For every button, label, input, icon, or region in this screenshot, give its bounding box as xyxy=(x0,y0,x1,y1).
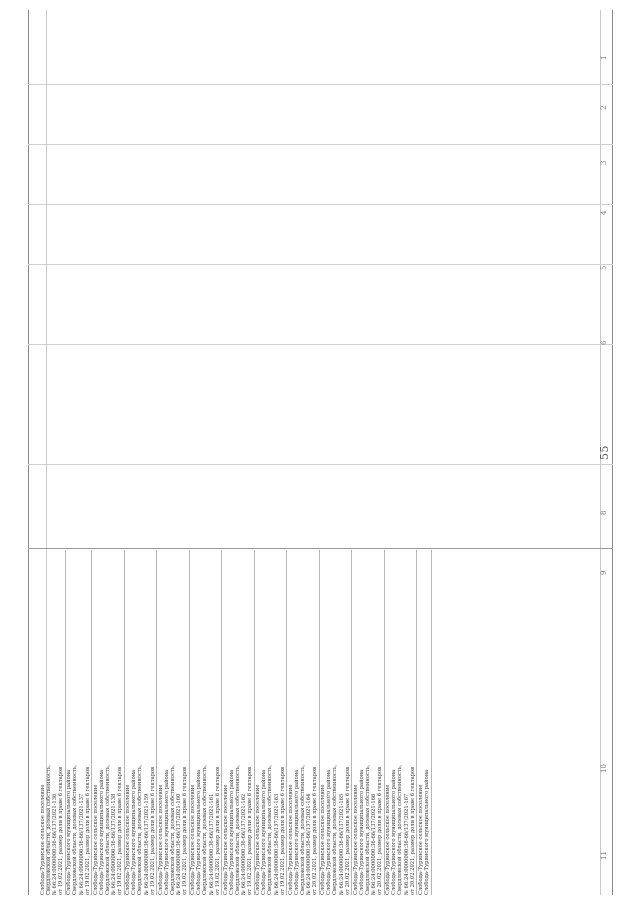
entry-line: № 66:24:0000000:36-66/137/2021-165 xyxy=(338,793,345,895)
entry-line: № 66:24:0000000:36-66/137/2021-164 xyxy=(306,793,313,895)
entry-line: Слобода-Туринского муниципального района xyxy=(66,769,73,895)
entry-line: Слобода-Туринское сельское поселение xyxy=(320,784,327,895)
entry-line: Слобода-Туринского муниципального района xyxy=(196,769,203,895)
entry-separator xyxy=(431,550,432,895)
entry-line: Слобода-Туринское сельское поселение xyxy=(190,784,197,895)
column-number: 4 xyxy=(600,210,608,215)
entry-line: от 19.02.2021, размер доли в праве 6 гектаров xyxy=(117,766,124,895)
entry-line: Слобода-Туринского муниципального района xyxy=(228,769,235,895)
entry-line: от 19.02.2021, размер доли в праве 6 гектаров xyxy=(84,766,91,895)
page-number: 55 xyxy=(598,445,611,460)
rights-entry xyxy=(320,550,350,895)
entry-line: № 66:24:0000000:36-66/137/2021-162 xyxy=(241,793,248,895)
rights-entry xyxy=(125,550,155,895)
entry-line: № 66:24:0000000:36-66/137/2021-138 xyxy=(111,793,118,895)
entry-line: Свердловской области, долевая собственность, xyxy=(72,764,79,895)
entry-line: от 20.02.2021, размер доли в праве 6 гектаров xyxy=(312,766,319,895)
entry-line: Слобода-Туринское сельское поселение xyxy=(40,784,46,895)
entry-line: Слобода-Туринского муниципального района xyxy=(293,769,300,895)
rights-entry xyxy=(353,550,383,895)
column-number: 6 xyxy=(600,340,608,345)
entry-line: от 19.02.2021, размер доли в праве 6 гектаров xyxy=(149,766,156,895)
entry-line: от 19.02.2021, размер доли в праве 6 гектаров xyxy=(214,766,221,895)
table-border-top xyxy=(28,10,29,895)
entry-line: Свердловской области, долевая собственность, xyxy=(332,764,339,895)
column-separator xyxy=(28,264,613,265)
column-number: 1 xyxy=(600,55,608,60)
entry-line: Свердловской области, долевая собственность, xyxy=(397,764,404,895)
column-separator xyxy=(28,464,613,465)
column-number: 9 xyxy=(600,570,608,575)
column-number: 5 xyxy=(600,265,608,270)
entry-line: № 66:24:0000000:36-66/137/2021-137 xyxy=(78,793,85,895)
entry-line: № 66:24:0000000:36-66/137/2021-167 xyxy=(403,793,410,895)
rights-entry xyxy=(385,550,415,895)
entry-line: Слобода-Туринского муниципального района xyxy=(391,769,398,895)
entry-line: от 20.02.2021, размер доли в праве 6 гектаров xyxy=(344,766,351,895)
entry-line: Слобода-Туринское сельское поселение xyxy=(157,784,164,895)
entry-line: Свердловской области, долевая собственность, xyxy=(104,764,111,895)
entry-line: № 66:24:0000000:36-66/137/2021-163 xyxy=(273,793,280,895)
entry-line: Слобода-Туринское сельское поселение xyxy=(417,784,424,895)
entry-line: Слобода-Туринское сельское поселение xyxy=(385,784,392,895)
entry-line: Свердловской области, долевая собственность, xyxy=(169,764,176,895)
entry-line: Свердловской области, долевая собственность, xyxy=(46,764,53,895)
column-separator xyxy=(28,84,613,85)
column-separator xyxy=(28,344,613,345)
entry-line: от 19.02.2021, размер доли в праве 6 гектаров xyxy=(247,766,254,895)
column-separator xyxy=(28,204,613,205)
entry-line: от 19.02.2021, размер доли в праве 6 гектаров xyxy=(58,766,65,895)
entry-line: от 20.02.2021, размер доли в праве 6 гектаров xyxy=(377,766,384,895)
entry-line: Свердловской области, долевая собственность, xyxy=(364,764,371,895)
entry-line: № 66:24:0000000:36-66/137/2021-161 xyxy=(208,793,215,895)
rights-entries xyxy=(40,550,600,895)
entry-line: Свердловской области, долевая собственность, xyxy=(267,764,274,895)
column-number: 8 xyxy=(600,510,608,515)
entry-line: Слобода-Туринское сельское поселение xyxy=(255,784,262,895)
entry-line: Свердловской области, долевая собственность, xyxy=(137,764,144,895)
rights-entry xyxy=(255,550,285,895)
entry-line: Слобода-Туринское сельское поселение xyxy=(352,784,359,895)
entry-line: № 66:24:0000000:36-66/137/2021-136 xyxy=(52,793,59,895)
entry-line: Слобода-Туринского муниципального района xyxy=(163,769,170,895)
rights-entry xyxy=(93,550,123,895)
rights-entry xyxy=(190,550,220,895)
column-separator xyxy=(28,548,613,549)
entry-line: Свердловской области, долевая собственность, xyxy=(299,764,306,895)
entry-line: от 19.02.2021, размер доли в праве 6 гектаров xyxy=(182,766,189,895)
entry-line: Слобода-Туринского муниципального района xyxy=(423,769,430,895)
column-number: 10 xyxy=(600,764,608,773)
entry-line: Слобода-Туринского муниципального района xyxy=(326,769,333,895)
rights-entry xyxy=(418,550,430,895)
column-number: 3 xyxy=(600,160,608,165)
entry-line: Слобода-Туринское сельское поселение xyxy=(125,784,132,895)
rights-entry xyxy=(288,550,318,895)
entry-line: Слобода-Туринского муниципального района xyxy=(358,769,365,895)
entry-line: Слобода-Туринское сельское поселение xyxy=(92,784,99,895)
entry-line: от 20.02.2021, размер доли в праве 6 гектаров xyxy=(409,766,416,895)
entry-line: Слобода-Туринского муниципального района xyxy=(131,769,138,895)
column-number: 2 xyxy=(600,105,608,110)
column-separator xyxy=(28,144,613,145)
entry-line: от 19.02.2021, размер доли в праве 6 гектаров xyxy=(279,766,286,895)
column-number: 11 xyxy=(600,851,608,860)
entry-line: Слобода-Туринское сельское поселение xyxy=(287,784,294,895)
entry-line: Слобода-Туринского муниципального района xyxy=(98,769,105,895)
table-border-bottom xyxy=(612,10,613,895)
entry-line: № 66:24:0000000:36-66/137/2021-159 xyxy=(143,793,150,895)
rights-entry xyxy=(158,550,188,895)
rights-entry xyxy=(66,550,90,895)
entry-line: Свердловской области, долевая собственность, xyxy=(202,764,209,895)
entry-line: № 66:24:0000000:36-66/137/2021-160 xyxy=(176,793,183,895)
rights-entry xyxy=(223,550,253,895)
entry-line: Свердловской области, долевая собственность, xyxy=(234,764,241,895)
entry-line: № 66:24:0000000:36-66/137/2021-166 xyxy=(371,793,378,895)
rights-entry xyxy=(40,550,64,895)
entry-line: Слобода-Туринского муниципального района xyxy=(261,769,268,895)
entry-line: Слобода-Туринское сельское поселение xyxy=(222,784,229,895)
